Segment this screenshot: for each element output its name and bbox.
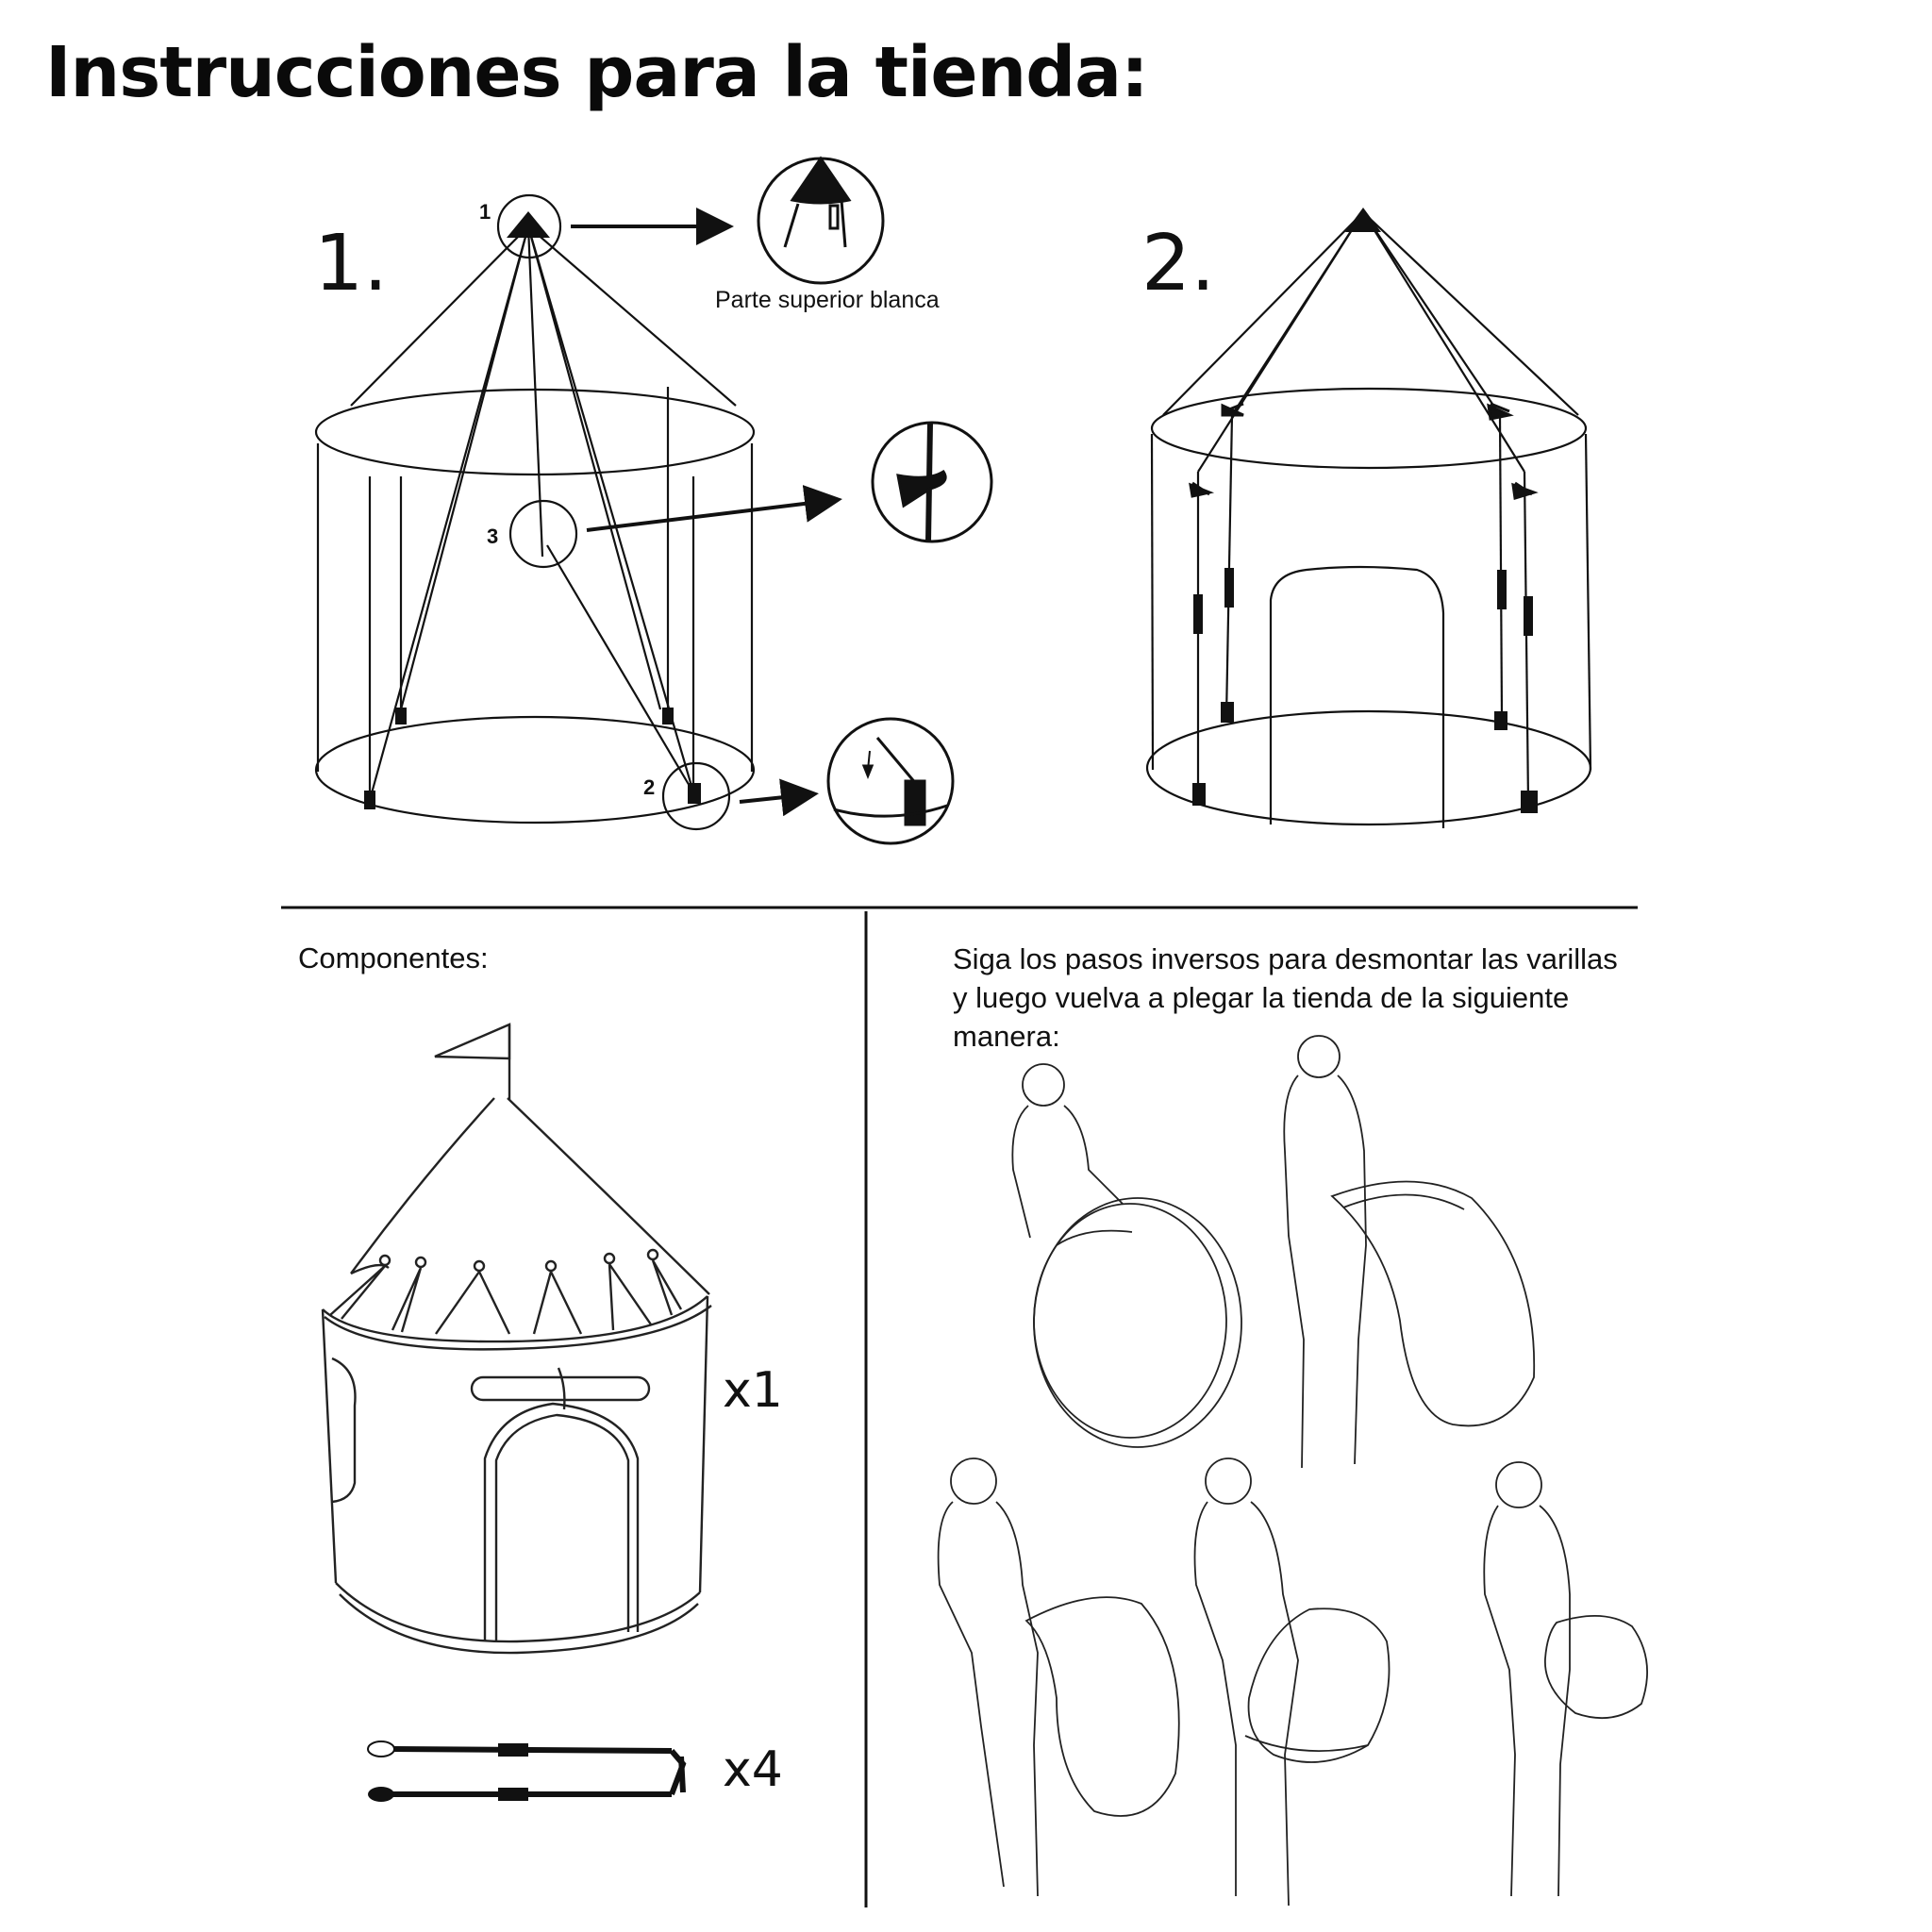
- folding-step-figure-3: [939, 1458, 1179, 1896]
- callout-circle-3: [510, 501, 576, 567]
- callout-label-2: 2: [643, 775, 656, 799]
- page-title: Instrucciones para la tienda:: [45, 32, 1148, 113]
- folding-step-figure-2: [1284, 1036, 1534, 1468]
- step2-rod-sleeves: [1192, 568, 1538, 813]
- arrow-to-knot-detail: [587, 500, 835, 530]
- callout-label-1: 1: [479, 200, 491, 224]
- step1-apex-cap: [507, 211, 550, 238]
- step-1-number: 1.: [314, 219, 389, 308]
- folding-instructions-text: Siga los pasos inversos para desmontar las varillas y luego vuelva a plegar la tienda de la siguiente manera:: [953, 942, 1618, 1053]
- tent-quantity: x1: [723, 1362, 783, 1419]
- top-cap-caption: Parte superior blanca: [715, 287, 940, 313]
- step2-knots: [1191, 404, 1534, 498]
- step1-tent-drawing: [316, 226, 754, 823]
- folding-step-figure-4: [1195, 1458, 1390, 1906]
- step-2-number: 2.: [1141, 219, 1216, 308]
- folding-step-figure-5: [1484, 1462, 1647, 1896]
- components-heading: Componentes:: [298, 941, 489, 974]
- callout-label-3: 3: [487, 525, 499, 548]
- detail-foot: [828, 719, 953, 843]
- component-rods: [392, 1749, 683, 1794]
- step2-apex-cap: [1345, 208, 1381, 232]
- detail-knot: [873, 423, 991, 541]
- component-tent-drawing: [323, 1024, 711, 1653]
- detail-top-cap: [758, 158, 883, 283]
- rod-quantity: x4: [723, 1741, 783, 1798]
- arrow-to-foot-detail: [740, 794, 811, 802]
- folding-step-figure-1: [1012, 1064, 1241, 1447]
